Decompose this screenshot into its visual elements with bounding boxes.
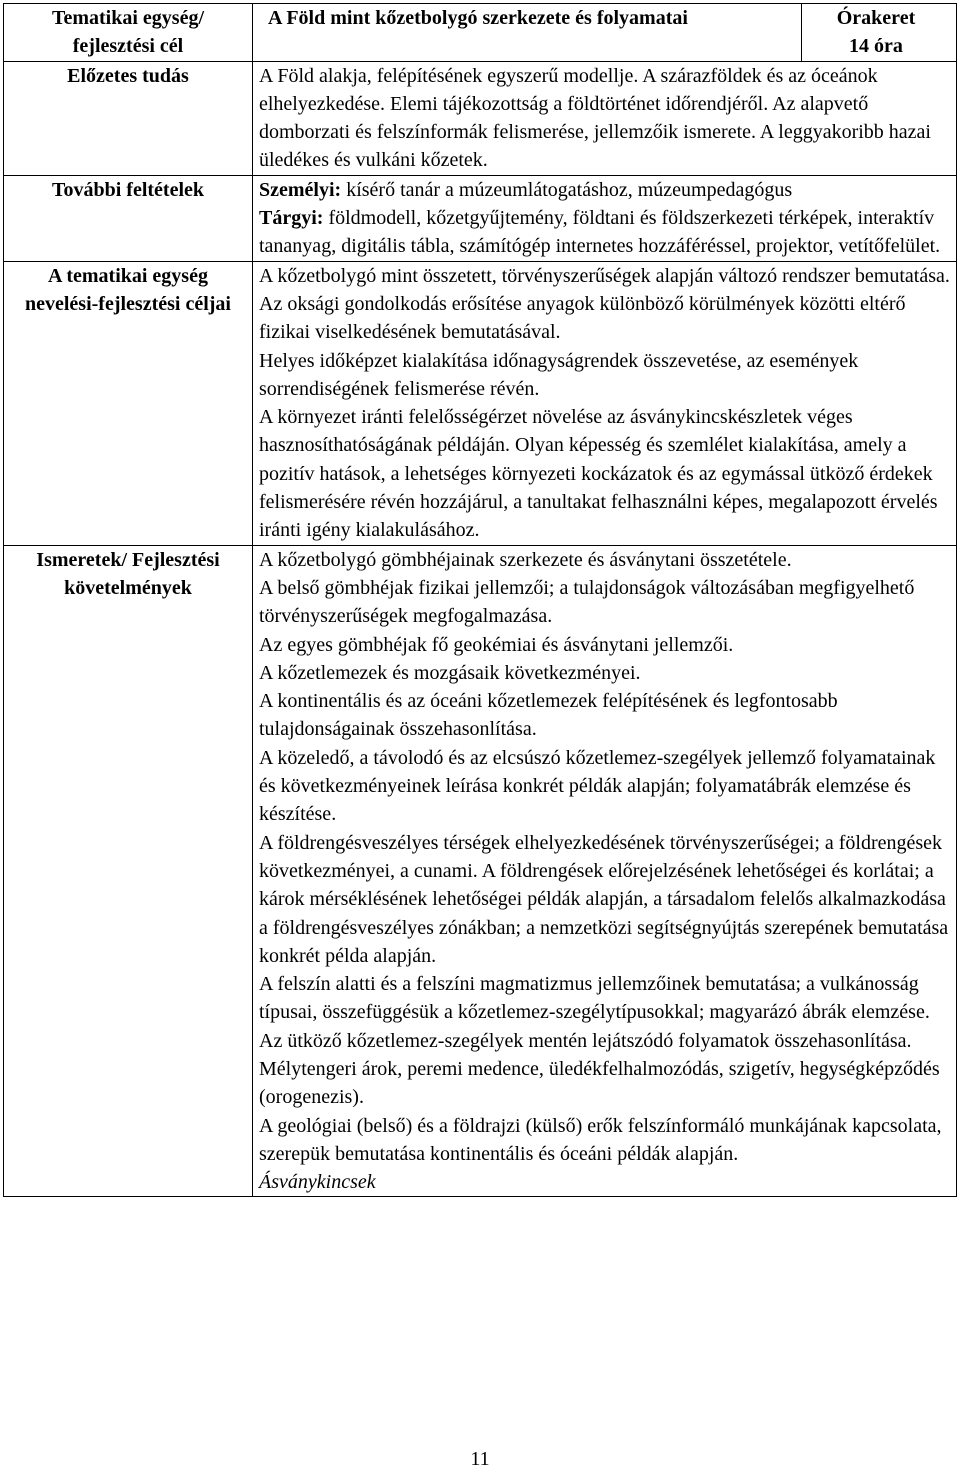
goals-cell xyxy=(253,261,957,545)
goals-paragraph: Helyes időképzet kialakítása időnagyságrendek összevetése, az események sorrendiségének felismerése révén. xyxy=(259,349,859,400)
personal-conditions xyxy=(259,176,950,204)
goals-paragraph: A környezet iránti felelősségérzet növelése az ásványkincskészletek véges hasznosíthatóságának példáján. Olyan képesség és szemlélet kialakítása, amely a pozitív hatások, a lehetséges környezeti kockázatok és az egymással ütköző érdekek felismerésére révén hozzájárul, a tanultakat felhasználni képes, megalapozott érvelés iránti igény kialakulásához. xyxy=(259,406,938,542)
hours-label: Órakeret xyxy=(836,7,916,29)
conditions-cell xyxy=(253,175,957,261)
requirement-paragraph: A belső gömbhéjak fizikai jellemzői; a tulajdonságok változásában megfigyelhető törvényszerűségek megfogalmazása. xyxy=(259,576,915,628)
hours-cell xyxy=(802,4,951,61)
requirement-paragraph: A kőzetlemezek és mozgásaik következményei. xyxy=(259,661,641,684)
requirement-paragraph: Az egyes gömbhéjak fő geokémiai és ásványtani jellemzői. xyxy=(259,633,734,656)
requirement-paragraph: A kontinentális és az óceáni kőzetlemezek felépítésének és legfontosabb tulajdonságainak összehasonlítása. xyxy=(259,690,838,741)
header-right-cell xyxy=(253,4,957,62)
requirements-row xyxy=(4,545,957,1197)
material-conditions xyxy=(259,204,950,261)
prior-knowledge-row xyxy=(4,61,957,175)
personal-label: Személyi: xyxy=(259,178,342,201)
requirement-paragraph: A kőzetbolygó gömbhéjainak szerkezete és ásványtani összetétele. xyxy=(259,548,792,571)
page-number: 11 xyxy=(470,1448,490,1470)
goals-label: A tematikai egység nevelési-fejlesztési céljai xyxy=(4,261,253,545)
requirements-label: Ismeretek/ Fejlesztési követelmények xyxy=(4,545,253,1197)
header-left-label xyxy=(4,4,253,62)
goals-paragraph: A kőzetbolygó mint összetett, törvényszerűségek alapján változó rendszer bemutatása. Az oksági gondolkodás erősítése anyagok különböző körülmények közötti eltérő fizikai viselkedésének bemutatásával. xyxy=(259,264,950,344)
unit-title: A Föld mint kőzetbolygó szerkezete és folyamatai xyxy=(268,7,688,29)
prior-knowledge-label: Előzetes tudás xyxy=(4,61,253,175)
hours-value: 14 óra xyxy=(849,35,903,58)
requirement-paragraph: A közeledő, a távolodó és az elcsúszó kőzetlemez-szegélyek jellemző folyamatainak és következményeinek leírása konkrét példák alapján; folyamatábrák elemzése és készítése. xyxy=(259,746,936,826)
curriculum-table xyxy=(3,3,957,1197)
header-row xyxy=(4,4,957,62)
requirement-paragraph: A geológiai (belső) és a földrajzi (külső) erők felszínformáló munkájának kapcsolata, szerepük bemutatása kontinentális és óceáni példák alapján. xyxy=(259,1114,942,1165)
goals-row xyxy=(4,261,957,545)
mineral-resources-subheading: Ásványkincsek xyxy=(259,1171,376,1194)
requirement-paragraph: A felszín alatti és a felszíni magmatizmus jellemzőinek bemutatása; a vulkánosság típusai, összefüggésük a kőzetlemez-szegélytípusokkal; magyarázó ábrák elemzése. Az ütköző kőzetlemez-szegélyek mentén lejátszódó folyamatok összehasonlítása. Mélytengeri árok, peremi medence, üledékfelhalmozódás, szigetív, hegységképződés (orogenezis). xyxy=(259,973,940,1109)
conditions-row xyxy=(4,175,957,261)
personal-text: kísérő tanár a múzeumlátogatáshoz, múzeumpedagógus xyxy=(346,178,793,201)
header-left-text: Tematikai egység/ fejlesztési cél xyxy=(51,7,205,57)
material-text: földmodell, kőzetgyűjtemény, földtani és földszerkezeti térképek, interaktív tananyag, digitális tábla, számítógép internetes hozzáféréssel, projektor, vetítőfelület. xyxy=(259,207,941,258)
material-label: Tárgyi: xyxy=(259,207,324,230)
requirement-paragraph: A földrengésveszélyes térségek elhelyezkedésének törvényszerűségei; a földrengések következményei, a cunami. A földrengések előrejelzésének lehetőségei és korlátai; a károk mérséklésének lehetőségei példák alapján, a társadalom felelős alkalmazkodása a földrengésveszélyes zónákban; a nemzetközi segítségnyújtás szerepének bemutatása konkrét példa alapján. xyxy=(259,831,949,967)
conditions-label: További feltételek xyxy=(4,175,253,261)
header-inner-table xyxy=(259,4,950,61)
prior-knowledge-text: A Föld alakja, felépítésének egyszerű modellje. A szárazföldek és az óceánok elhelyezkedése. Elemi tájékozottság a földtörténet időrendjéről. Az alapvető domborzati és felszínformák felismerése, jellemzőik ismerete. A leggyakoribb hazai üledékes és vulkáni kőzetek. xyxy=(253,61,957,175)
requirements-cell xyxy=(253,545,957,1197)
